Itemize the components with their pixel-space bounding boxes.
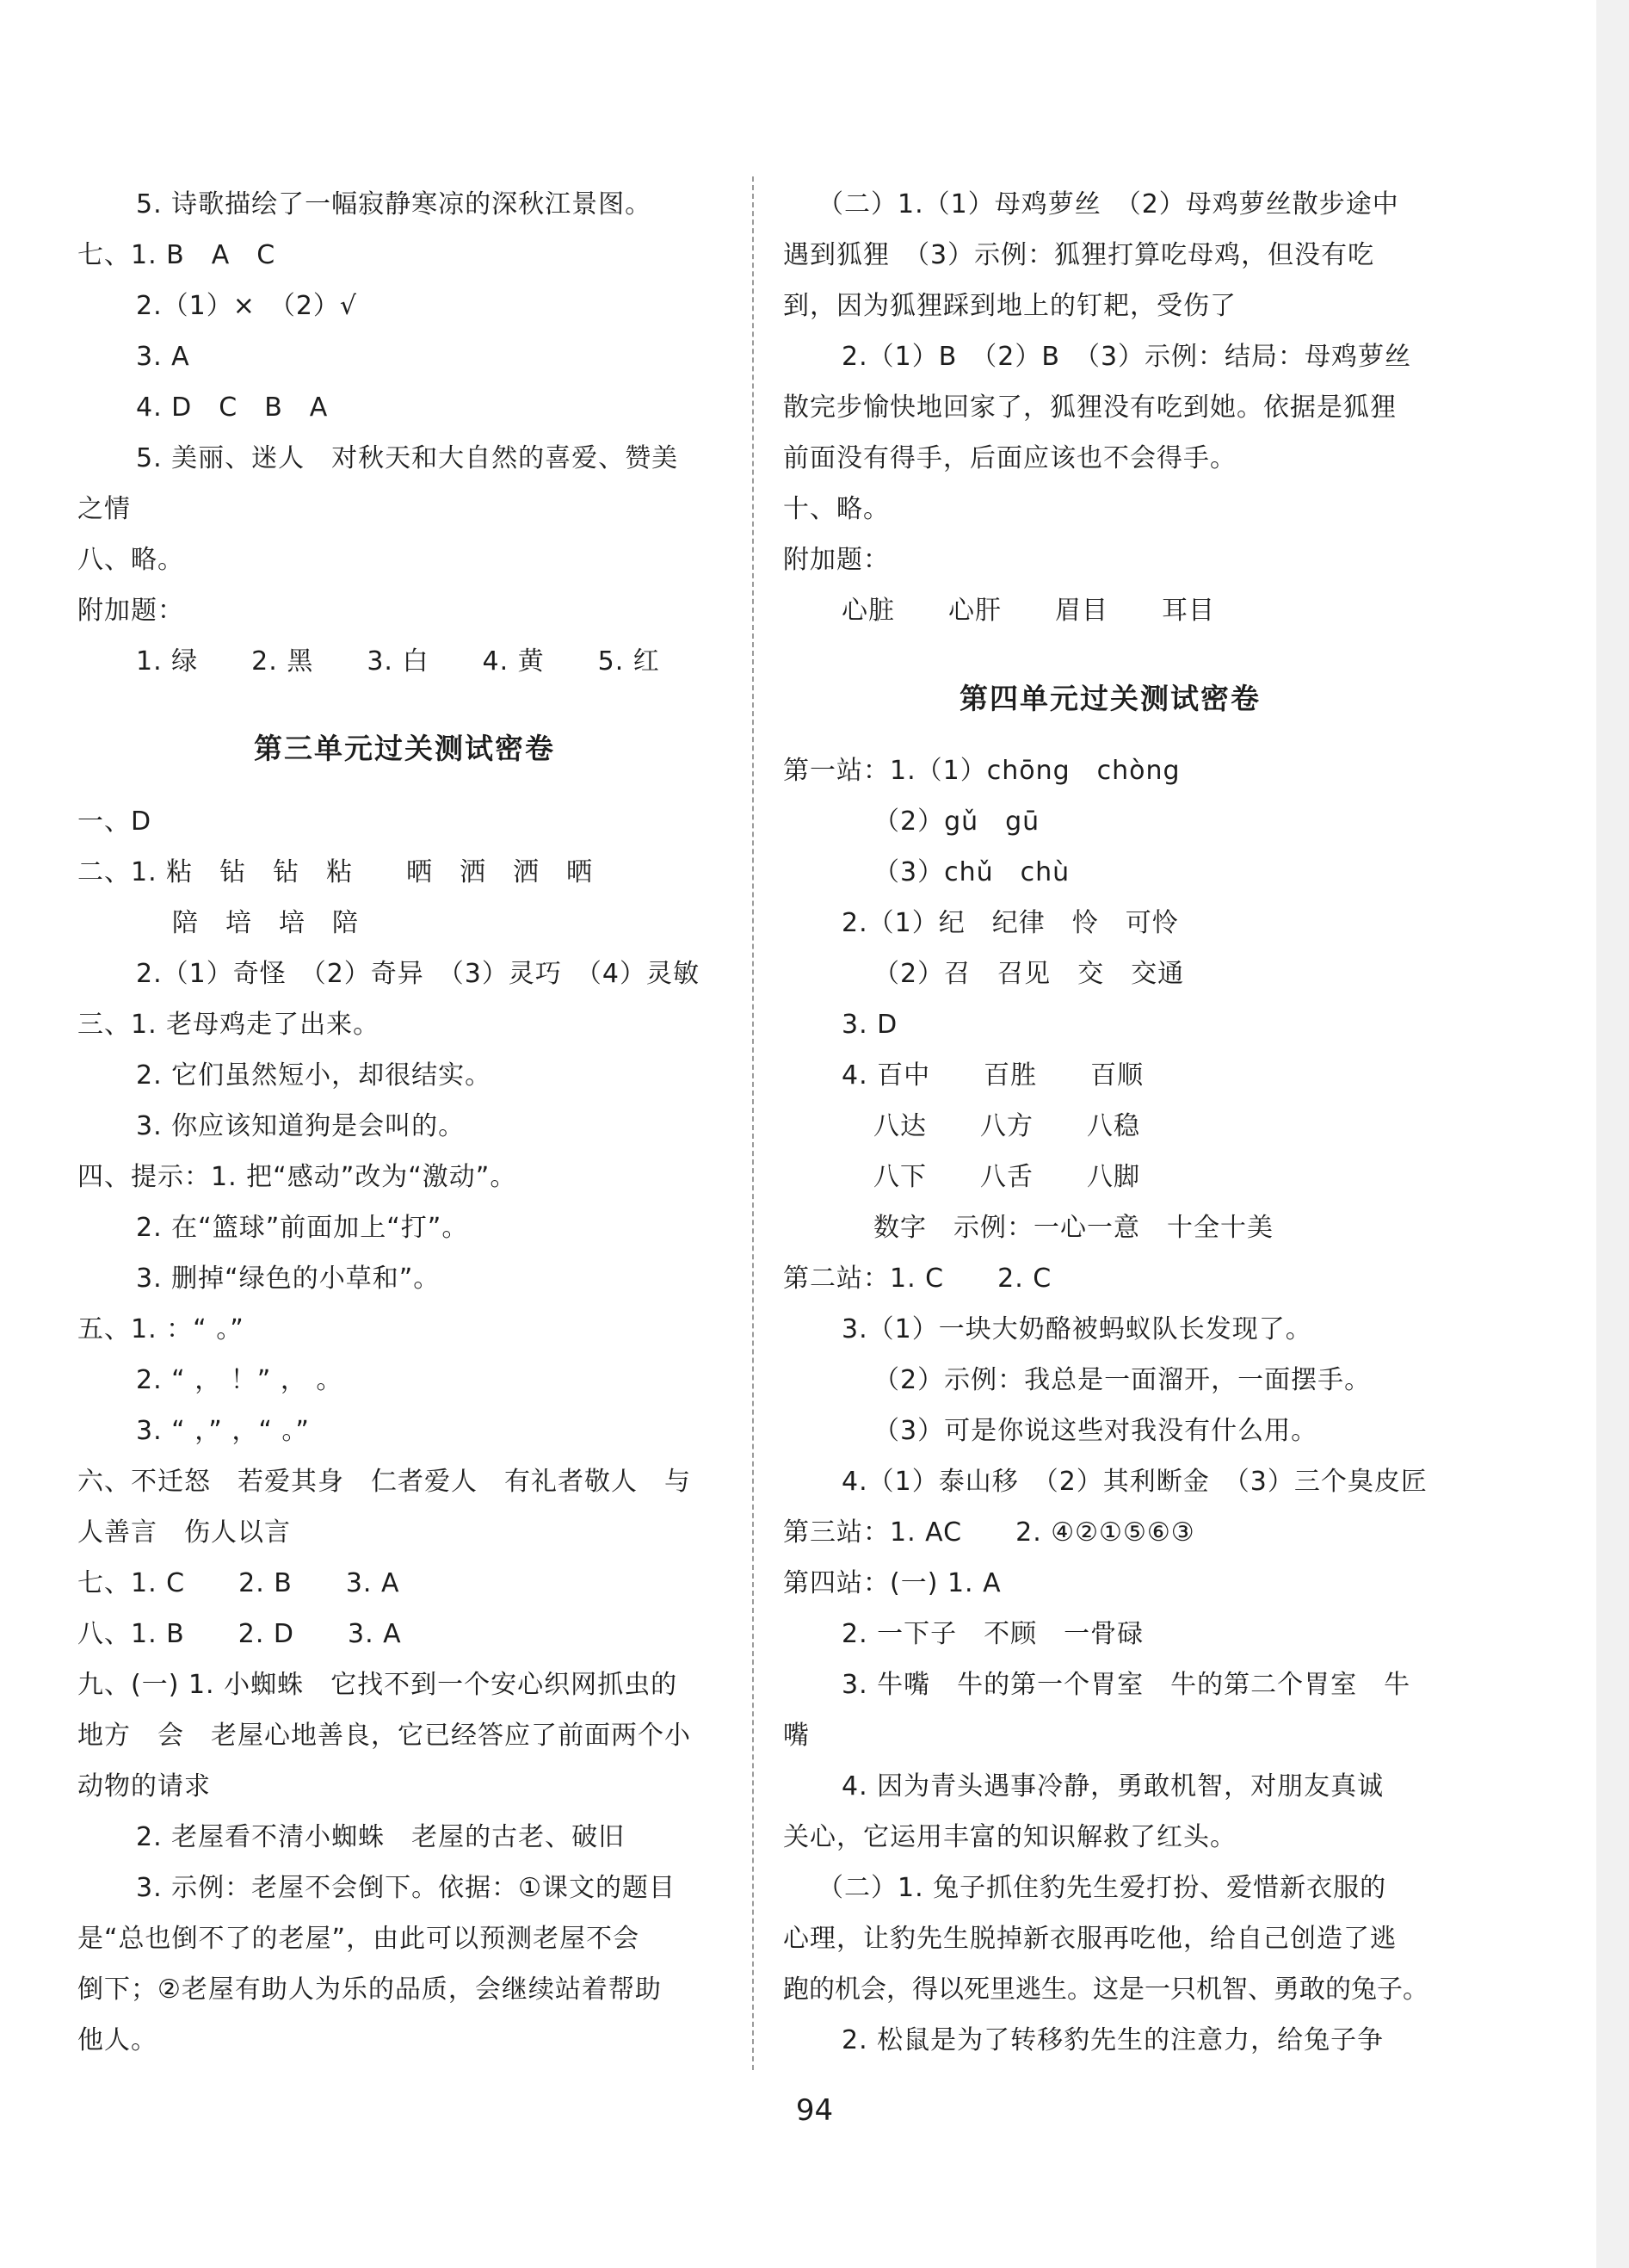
answer-line: 遇到狐狸 （3）示例：狐狸打算吃母鸡，但没有吃 [783,240,1375,270]
answer-line: 地方 会 老屋心地善良，它已经答应了前面两个小 [77,1721,691,1751]
answer-line: 八下 八舌 八脚 [873,1162,1140,1192]
page-number: 94 [795,2093,834,2128]
answer-line: 嘴 [783,1721,810,1751]
answer-line: 2. 老屋看不清小蜘蛛 老屋的古老、破旧 [136,1822,626,1852]
answer-line: 第二站：1. C 2. C [783,1264,1052,1294]
answer-line: 倒下；②老屋有助人为乐的品质，会继续站着帮助 [77,1974,662,2005]
answer-line: （二）1. 兔子抓住豹先生爱打扮、爱惜新衣服的 [818,1873,1387,1903]
answer-line: 4.（1）泰山移 （2）其利断金 （3）三个臭皮匠 [842,1467,1428,1497]
answer-line: 5. 美丽、迷人 对秋天和大自然的喜爱、赞美 [136,443,679,473]
answer-line: （2）gǔ gū [873,806,1040,837]
answer-line: 第一站：1.（1）chōng chòng [783,756,1181,786]
answer-line: 2. 在“篮球”前面加上“打”。 [136,1213,469,1243]
answer-line: 心脏 心肝 眉目 耳目 [842,596,1215,626]
answer-line: 四、提示：1. 把“感动”改为“激动”。 [77,1162,517,1192]
answer-line: 散完步愉快地回家了，狐狸没有吃到她。依据是狐狸 [783,392,1397,423]
answer-line: 他人。 [77,2025,157,2055]
answer-line: 之情 [77,494,131,524]
answer-line: 5. 诗歌描绘了一幅寂静寒凉的深秋江景图。 [136,189,652,219]
answer-line: 六、不迁怒 若爱其身 仁者爱人 有礼者敬人 与 [77,1467,691,1497]
answer-line: 1. 绿 2. 黑 3. 白 4. 黄 5. 红 [136,646,660,677]
answer-line: 2.（1）× （2）√ [136,291,358,321]
column-divider [752,176,754,2070]
answer-line: 陪 培 培 陪 [172,908,359,938]
section-heading-unit-3: 第三单元过关测试密卷 [254,732,555,765]
answer-line: 八达 八方 八稳 [873,1111,1140,1141]
answer-line: 数字 示例：一心一意 十全十美 [873,1213,1274,1243]
answer-line: 2. 松鼠是为了转移豹先生的注意力，给兔子争 [842,2025,1385,2055]
answer-line: 第三站：1. AC 2. ④②①⑤⑥③ [783,1517,1195,1548]
answer-line: 2.（1）奇怪 （2）奇异 （3）灵巧 （4）灵敏 [136,959,700,989]
answer-line: 3. 牛嘴 牛的第一个胃室 牛的第二个胃室 牛 [842,1670,1411,1700]
answer-line: 八、略。 [77,545,184,575]
answer-line: 心理，让豹先生脱掉新衣服再吃他，给自己创造了逃 [783,1924,1397,1954]
answer-line: 前面没有得手，后面应该也不会得手。 [783,443,1237,473]
answer-line: 3. 删掉“绿色的小草和”。 [136,1264,441,1294]
answer-line: 2. 一下子 不顾 一骨碌 [842,1619,1145,1649]
answer-line: 跑的机会，得以死里逃生。这是一只机智、勇敢的兔子。 [783,1974,1428,2005]
answer-line: 第四站：(一) 1. A [783,1568,1002,1598]
answer-line: 到，因为狐狸踩到地上的钉耙，受伤了 [783,291,1237,321]
answer-line: 是“总也倒不了的老屋”，由此可以预测老屋不会 [77,1924,640,1954]
answer-line: （3）可是你说这些对我没有什么用。 [873,1416,1318,1446]
answer-line: 关心，它运用丰富的知识解救了红头。 [783,1822,1237,1852]
answer-line: 3.（1）一块大奶酪被蚂蚁队长发现了。 [842,1314,1312,1344]
answer-line: 2. “ ， ！” ， 。 [136,1365,343,1395]
answer-line: 2. 它们虽然短小，却很结实。 [136,1060,492,1091]
answer-line: 九、(一) 1. 小蜘蛛 它找不到一个安心织网抓虫的 [77,1670,678,1700]
answer-line: 2.（1）B （2）B （3）示例：结局：母鸡萝丝 [842,342,1412,372]
section-heading-unit-4: 第四单元过关测试密卷 [960,682,1261,715]
answer-line: 附加题： [783,545,890,575]
answer-line: 五、1. ：“ 。” [77,1314,244,1344]
answer-line: 八、1. B 2. D 3. A [77,1619,402,1649]
answer-line: （2）示例：我总是一面溜开，一面摆手。 [873,1365,1372,1395]
answer-line: 一、D [77,806,152,837]
answer-line: 3. D [842,1010,898,1040]
answer-line: （3）chǔ chù [873,857,1071,887]
answer-line: 4. D C B A [136,392,329,423]
answer-line: 2.（1）纪 纪律 怜 可怜 [842,908,1179,938]
answer-line: 3. 示例：老屋不会倒下。依据：①课文的题目 [136,1873,676,1903]
answer-line: 4. 百中 百胜 百顺 [842,1060,1145,1091]
answer-line: 七、1. B A C [77,240,276,270]
answer-line: 人善言 伤人以言 [77,1517,291,1548]
answer-line: 十、略。 [783,494,890,524]
answer-line: 4. 因为青头遇事冷静，勇敢机智，对朋友真诚 [842,1771,1385,1801]
answer-line: （2）召 召见 交 交通 [873,959,1185,989]
answer-line: 3. 你应该知道狗是会叫的。 [136,1111,466,1141]
answer-line: 七、1. C 2. B 3. A [77,1568,400,1598]
answer-line: 附加题： [77,596,184,626]
answer-line: （二）1.（1）母鸡萝丝 （2）母鸡萝丝散步途中 [818,189,1399,219]
answer-line: 3. A [136,342,190,372]
answer-line: 二、1. 粘 钻 钻 粘 晒 洒 洒 晒 [77,857,594,887]
page-edge-shadow [1596,0,1629,2268]
answer-line: 3. “ ，” ，“ 。” [136,1416,310,1446]
answer-line: 动物的请求 [77,1771,211,1801]
answer-line: 三、1. 老母鸡走了出来。 [77,1010,380,1040]
